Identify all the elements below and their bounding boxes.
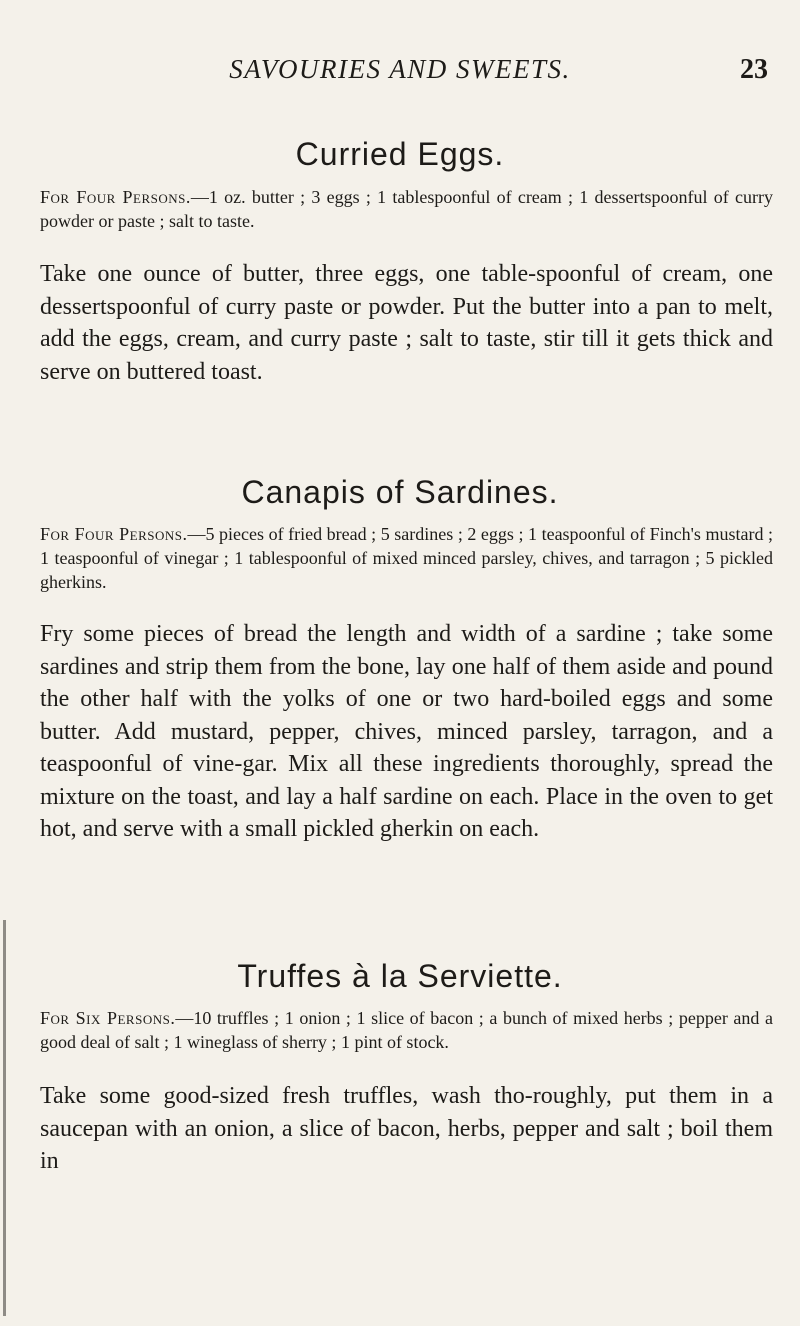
running-title: SAVOURIES AND SWEETS. [229, 54, 571, 84]
recipe-title-canapis-of-sardines: Canapis of Sardines. [241, 474, 559, 510]
ingredients-text: —1 oz. butter ; 3 eggs ; 1 tablespoonful of cream ; 1 dessertspoonful of curry powder or paste ; salt to taste. [40, 187, 773, 231]
recipe-title-curried-eggs: Curried Eggs. [295, 136, 505, 172]
ingredients-text: —5 pieces of fried bread ; 5 sardines ; 2 eggs ; 1 teaspoonful of Finch's mustard ; 1 teaspoonful of vinegar ; 1 tablespoonful of mixed minced parsley, chives, and tarragon ; 5 pickled gherkins. [40, 524, 773, 592]
method-curried-eggs: Take one ounce of butter, three eggs, one table-spoonful of cream, one dessertspoonful of curry paste or powder. Put the butter into a pan to melt, add the eggs, cream, and curry paste ; salt to taste, stir till it gets thick and serve on buttered toast. [40, 261, 773, 385]
method-canapis-of-sardines: Fry some pieces of bread the length and width of a sardine ; take some sardines and strip them from the bone, lay one half of them aside and pound the other half with the yolks of one or two hard-boiled eggs and some butter. Add mustard, pepper, chives, minced parsley, tarragon, and a teaspoonful of vine-gar. Mix all these ingredients thoroughly, spread the mixture on the toast, and lay a half sardine on each. Place in the oven to get hot, and serve with a small pickled gherkin on each. [40, 621, 773, 842]
gutter-shadow-line [3, 920, 6, 1316]
ingredients-lead: For Four Persons. [40, 524, 188, 544]
page-number: 23 [740, 54, 768, 85]
ingredients-text: —10 truffles ; 1 onion ; 1 slice of bacon ; a bunch of mixed herbs ; pepper and a good deal of salt ; 1 wineglass of sherry ; 1 pint of stock. [40, 1008, 773, 1052]
recipe-title-truffes-a-la-serviette: Truffes à la Serviette. [237, 958, 563, 994]
ingredients-canapis-of-sardines [40, 522, 773, 594]
ingredients-lead: For Six Persons. [40, 1008, 176, 1028]
ingredients-lead: For Four Persons. [40, 187, 191, 207]
ingredients-curried-eggs [40, 185, 773, 233]
ingredients-truffes-a-la-serviette [40, 1006, 773, 1054]
method-truffes-a-la-serviette: Take some good-sized fresh truffles, wash tho-roughly, put them in a saucepan with an onion, a slice of bacon, herbs, pepper and salt ; boil them in [40, 1083, 773, 1174]
running-head [0, 40, 800, 85]
